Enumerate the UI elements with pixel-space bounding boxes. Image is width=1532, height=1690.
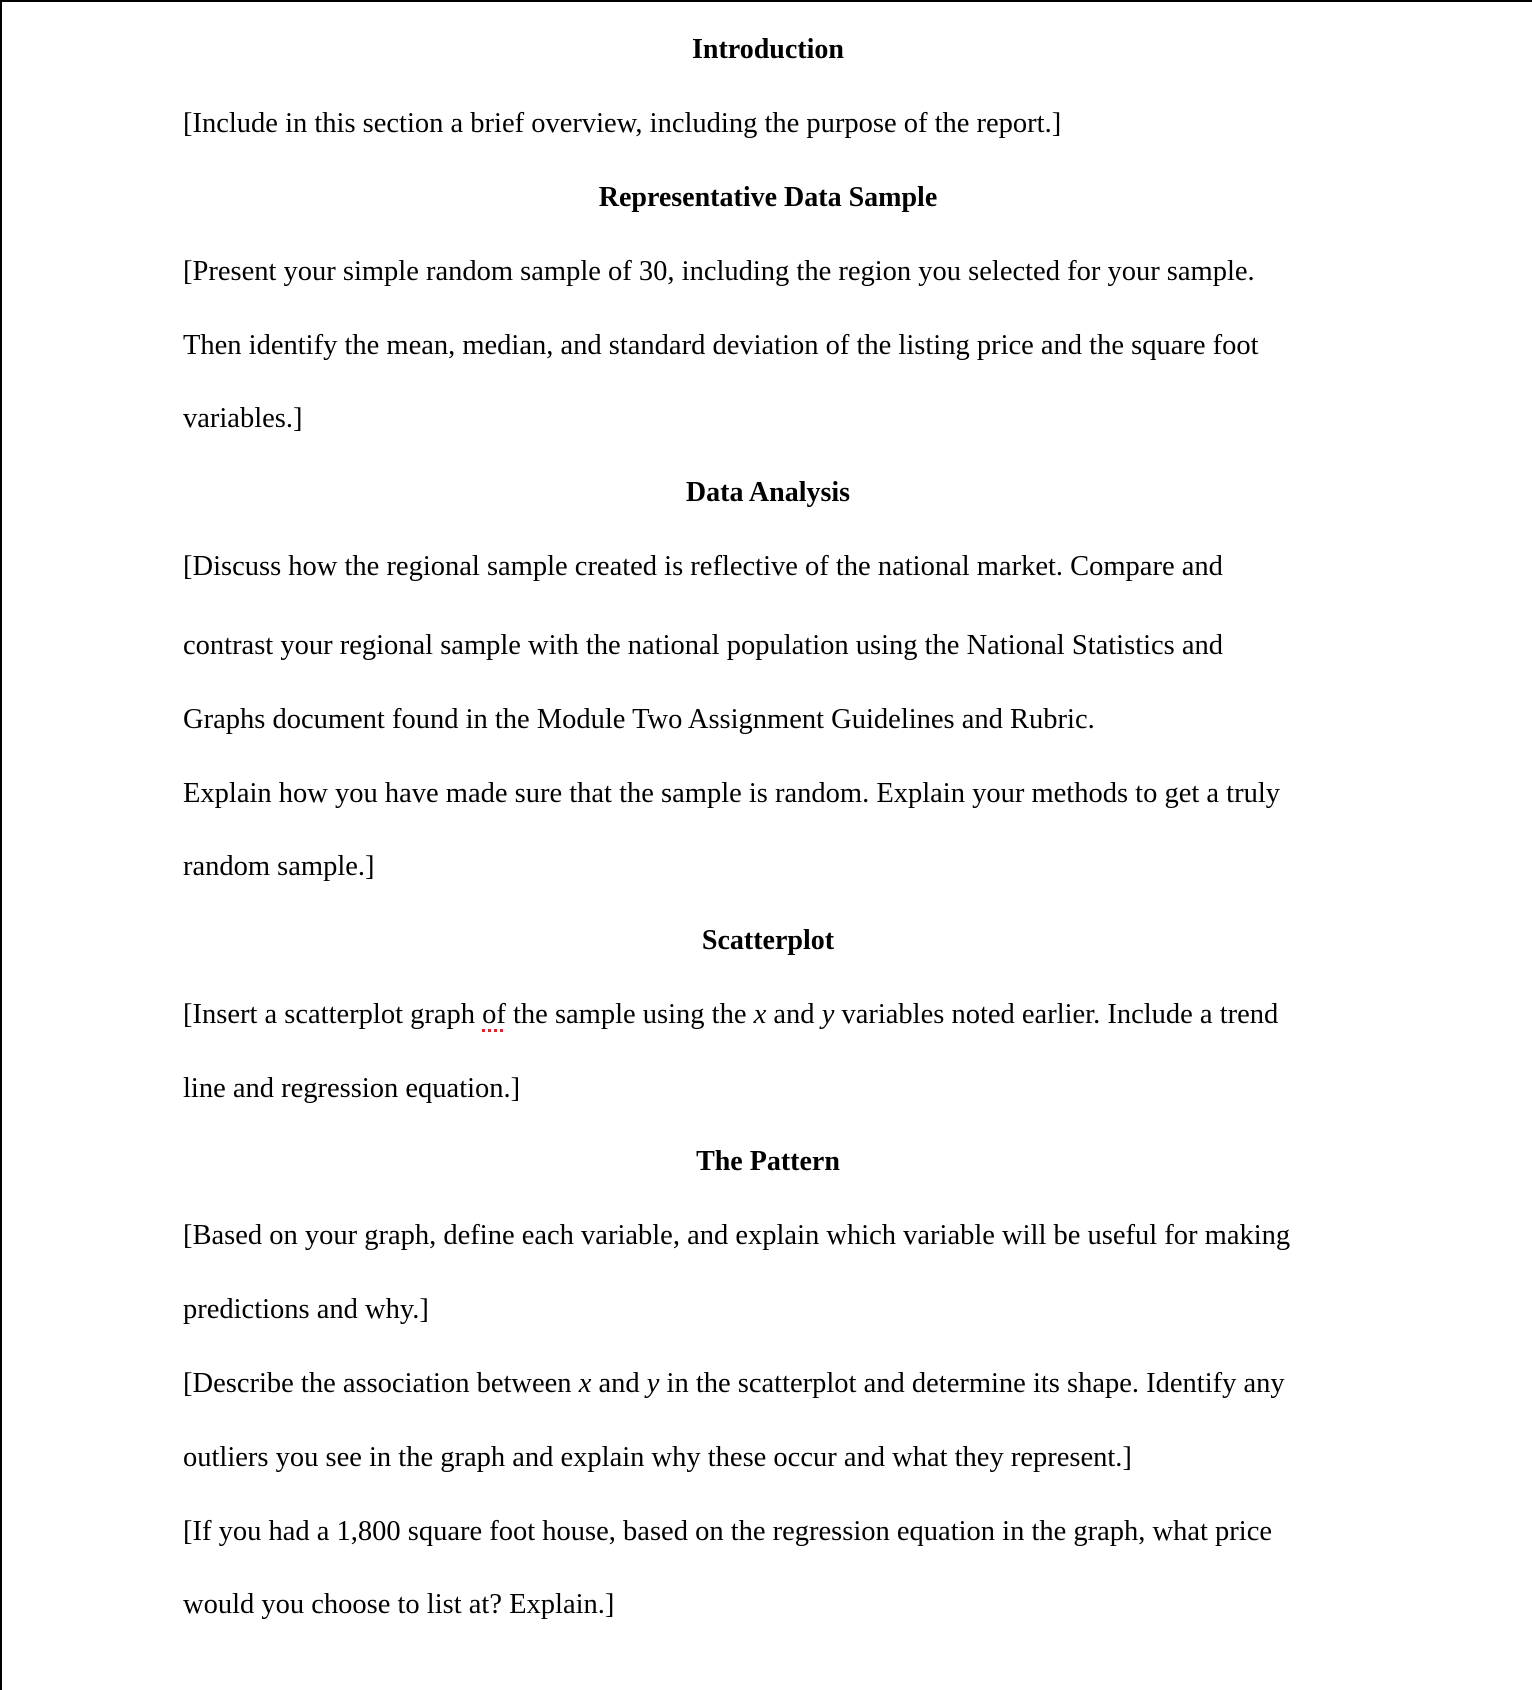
- pattern-line-1: [Based on your graph, define each variable, and explain which variable will be useful for making: [183, 1220, 1291, 1251]
- pattern-line-2: predictions and why.]: [183, 1294, 429, 1325]
- pattern-line-3-part-a: [Describe the association between: [183, 1368, 579, 1399]
- pattern-line-5: [If you had a 1,800 square foot house, based on the regression equation in the graph, what price: [183, 1516, 1273, 1547]
- representative-line-2: Then identify the mean, median, and standard deviation of the listing price and the square foot: [183, 330, 1259, 361]
- pattern-line-6: would you choose to list at? Explain.]: [183, 1589, 615, 1620]
- heading-data-analysis: Data Analysis: [685, 477, 851, 508]
- analysis-line-4: Explain how you have made sure that the sample is random. Explain your methods to get a truly: [183, 778, 1280, 809]
- heading-the-pattern: The Pattern: [696, 1146, 840, 1177]
- scatterplot-line-1: [183, 995, 1278, 1035]
- variable-y: y: [821, 999, 835, 1030]
- scatterplot-line-1-part-a: [Insert a scatterplot graph: [183, 999, 483, 1030]
- pattern-line-3-part-c: in the scatterplot and determine its shape. Identify any: [659, 1368, 1285, 1399]
- pattern-line-4: outliers you see in the graph and explain why these occur and what they represent.]: [183, 1442, 1132, 1473]
- scatterplot-line-1-part-b: the sample using the: [505, 999, 754, 1030]
- analysis-line-3: Graphs document found in the Module Two Assignment Guidelines and Rubric.: [183, 704, 1095, 735]
- heading-representative-data-sample: Representative Data Sample: [598, 182, 938, 213]
- representative-line-1: [Present your simple random sample of 30, including the region you selected for your sample.: [183, 256, 1255, 287]
- variable-x: x: [753, 999, 767, 1030]
- scatterplot-line-2: line and regression equation.]: [183, 1073, 521, 1104]
- analysis-line-2: contrast your regional sample with the national population using the National Statistics and: [183, 630, 1224, 661]
- page-frame-left-border: [0, 0, 2, 1690]
- analysis-line-5: random sample.]: [183, 851, 375, 882]
- representative-line-3: variables.]: [183, 403, 303, 434]
- page-frame-top-border: [0, 0, 1532, 2]
- introduction-line-1: [Include in this section a brief overview, including the purpose of the report.]: [183, 108, 1062, 139]
- spelling-flagged-word[interactable]: of: [482, 999, 506, 1030]
- heading-introduction: Introduction: [692, 34, 844, 65]
- heading-scatterplot: Scatterplot: [701, 925, 835, 956]
- scatterplot-line-1-part-d: variables noted earlier. Include a trend: [834, 999, 1279, 1030]
- pattern-line-3-part-b: and: [591, 1368, 647, 1399]
- scatterplot-line-1-part-c: and: [766, 999, 822, 1030]
- analysis-line-1: [Discuss how the regional sample created is reflective of the national market. Compare and: [183, 551, 1223, 582]
- variable-y: y: [646, 1368, 660, 1399]
- pattern-line-3: [183, 1364, 1285, 1404]
- variable-x: x: [578, 1368, 592, 1399]
